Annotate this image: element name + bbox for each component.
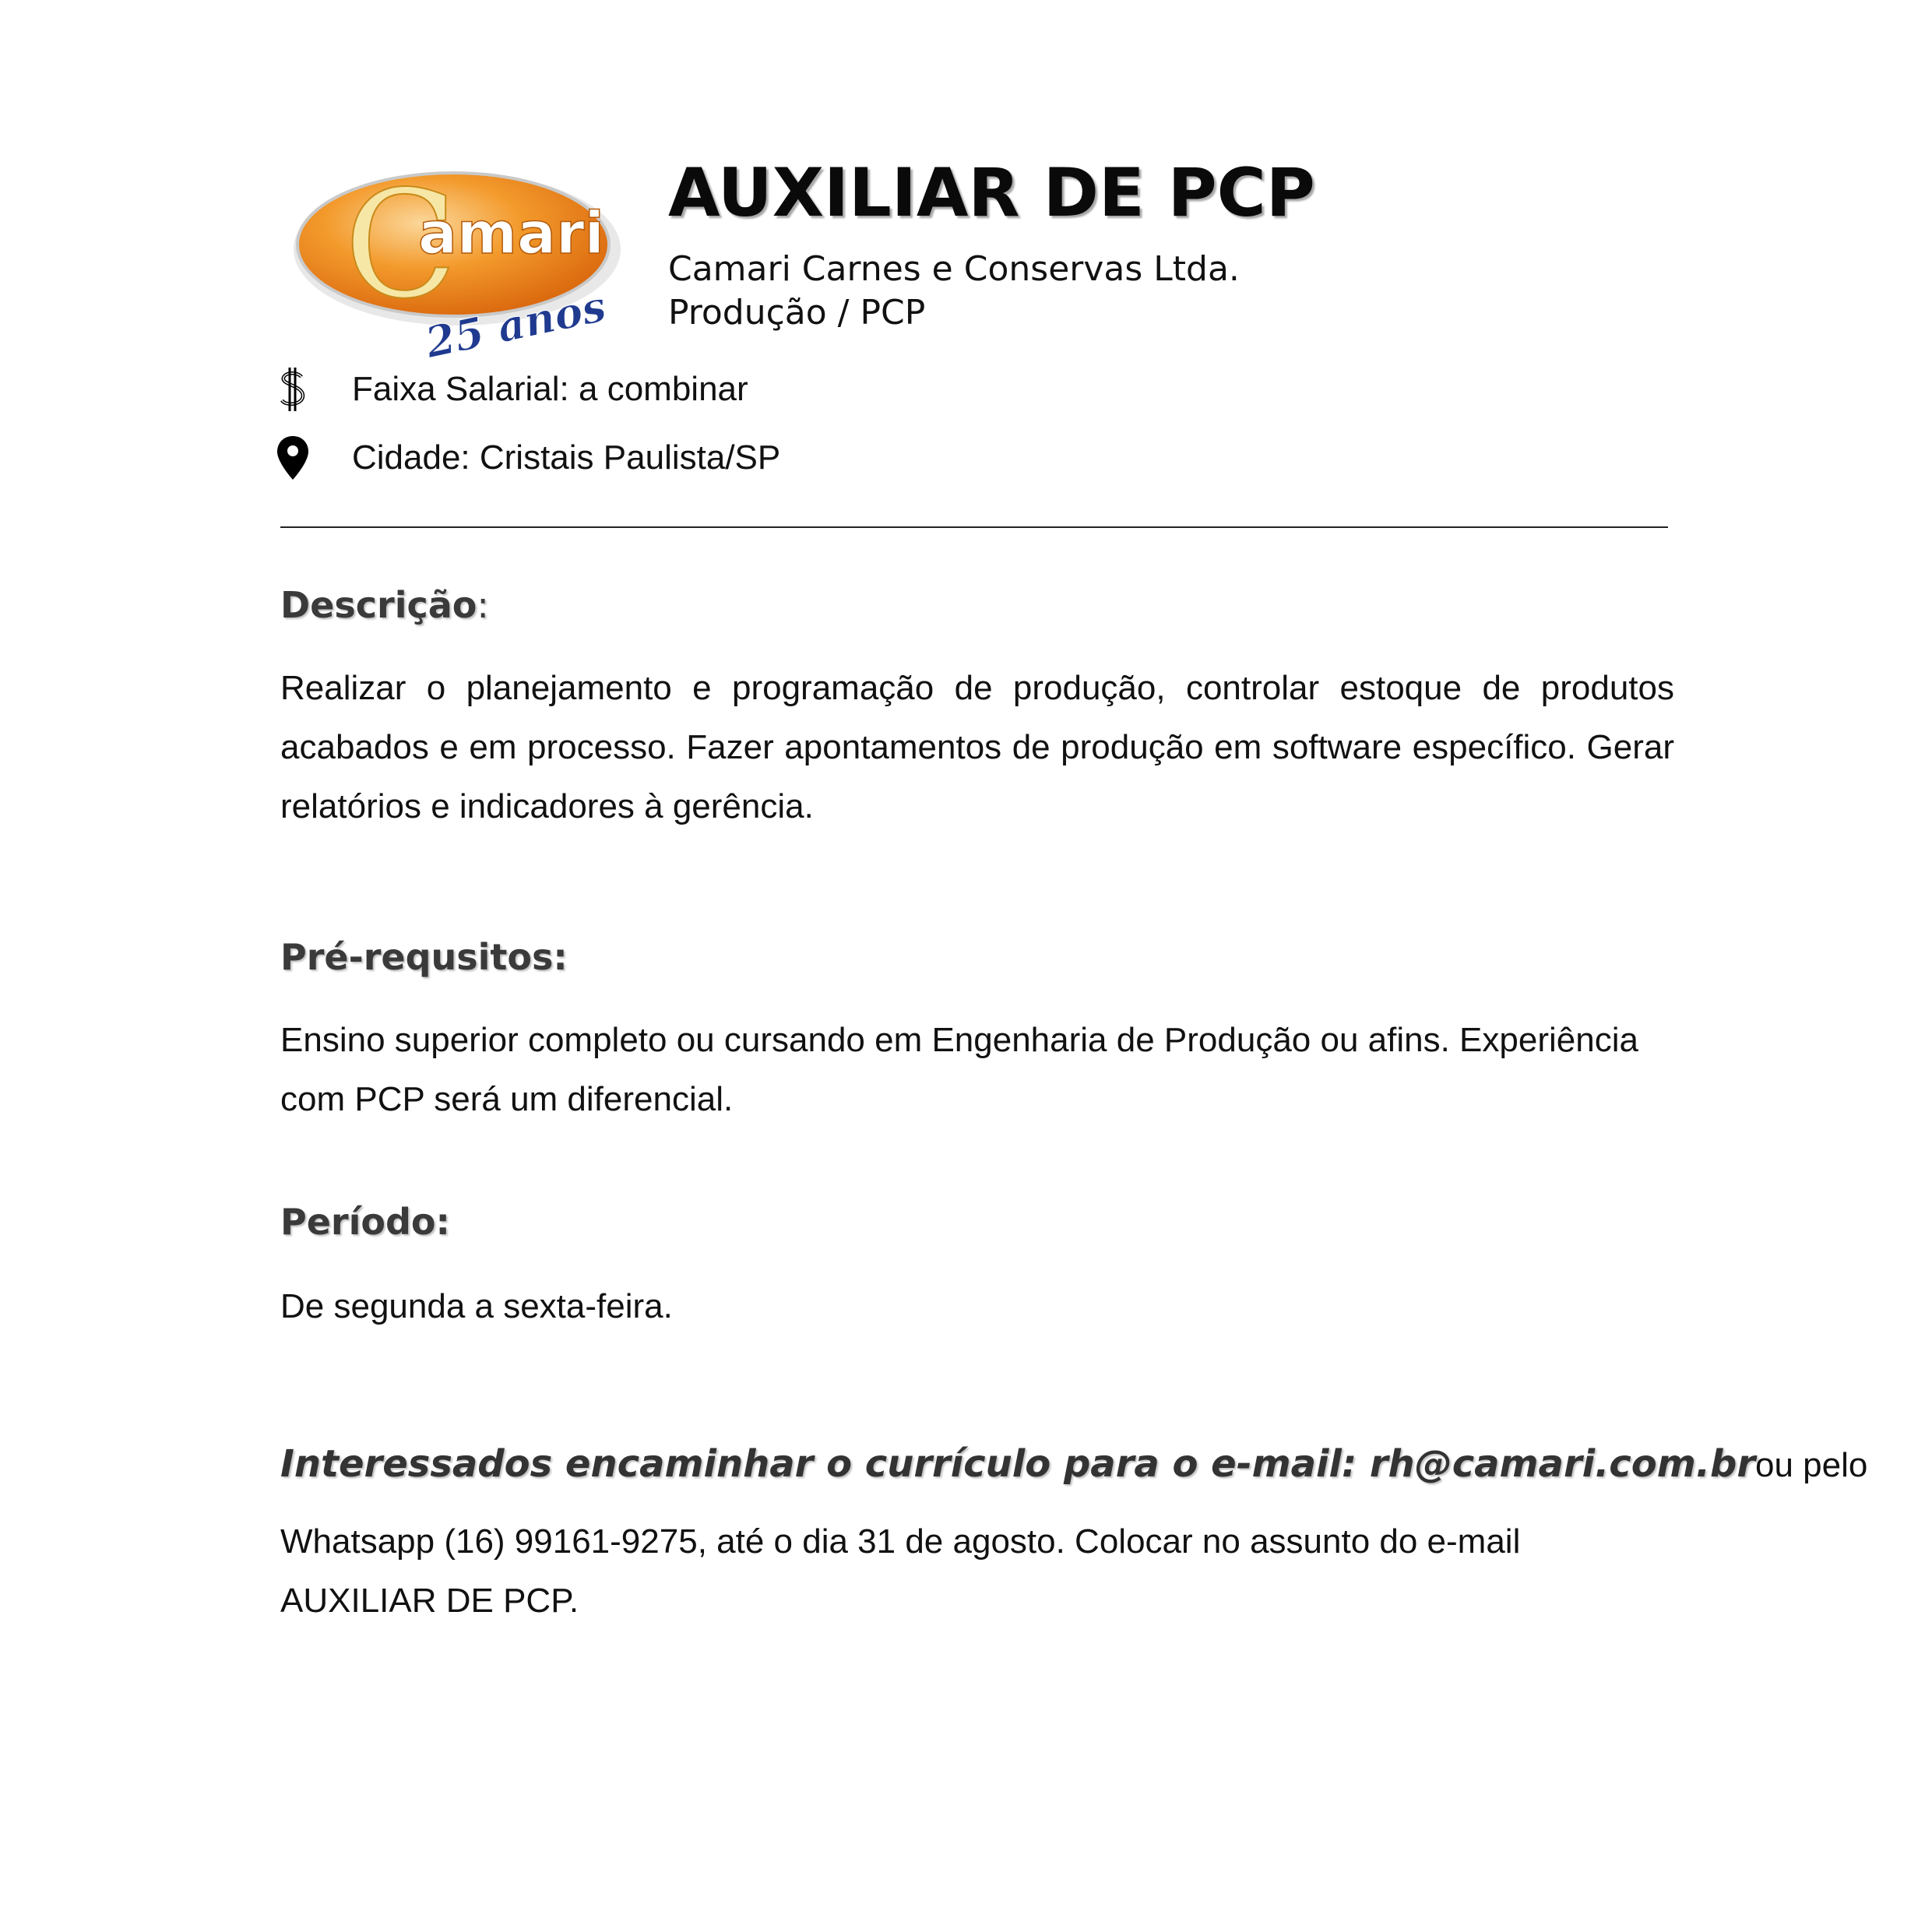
city-text: Cidade: Cristais Paulista/SP (352, 438, 781, 477)
prerequisites-heading: Pré-requsitos: (280, 936, 568, 978)
logo-brand: amari (418, 200, 604, 267)
dollar-icon (274, 366, 311, 413)
description-text: Realizar o planejamento e programação de produção, controlar estoque de produtos acabados e em processo. Fazer apontamentos de produção em software específico. Gerar relatórios e indicadores à gerência. (280, 669, 1674, 825)
period-heading: Período: (280, 1201, 450, 1243)
description-heading (280, 584, 489, 627)
camari-logo (290, 164, 648, 358)
description-heading-text: Descrição (280, 584, 477, 626)
map-pin-icon (274, 435, 311, 481)
city-row (274, 433, 781, 483)
salary-text: Faixa Salarial: a combinar (352, 370, 748, 408)
divider (280, 526, 1668, 528)
period-text: De segunda a sexta-feira. (280, 1287, 673, 1325)
company-name: Camari Carnes e Conservas Ltda. (668, 249, 1240, 289)
job-title: AUXILIAR DE PCP (668, 154, 1315, 232)
description-heading-colon: : (477, 584, 489, 626)
contact-lead-line (280, 1434, 1868, 1495)
prerequisites-text: Ensino superior completo ou cursando em Engenharia de Produção ou afins. Experiência com PCP será um diferencial. (280, 1021, 1638, 1118)
contact-lead-tail: ou pelo (1755, 1446, 1868, 1484)
department: Produção / PCP (668, 293, 926, 333)
camari-logo-graphic (290, 164, 648, 358)
salary-row (274, 364, 748, 414)
logo-tagline: 25 anos (421, 280, 611, 358)
contact-lead: Interessados encaminhar o currículo para o e-mail: rh@camari.com.br (280, 1442, 1756, 1486)
logo-initial: C (344, 164, 458, 331)
contact-text: Whatsapp (16) 99161-9275, até o dia 31 de agosto. Colocar no assunto do e-mail AUXILIAR DE PCP. (280, 1522, 1521, 1620)
